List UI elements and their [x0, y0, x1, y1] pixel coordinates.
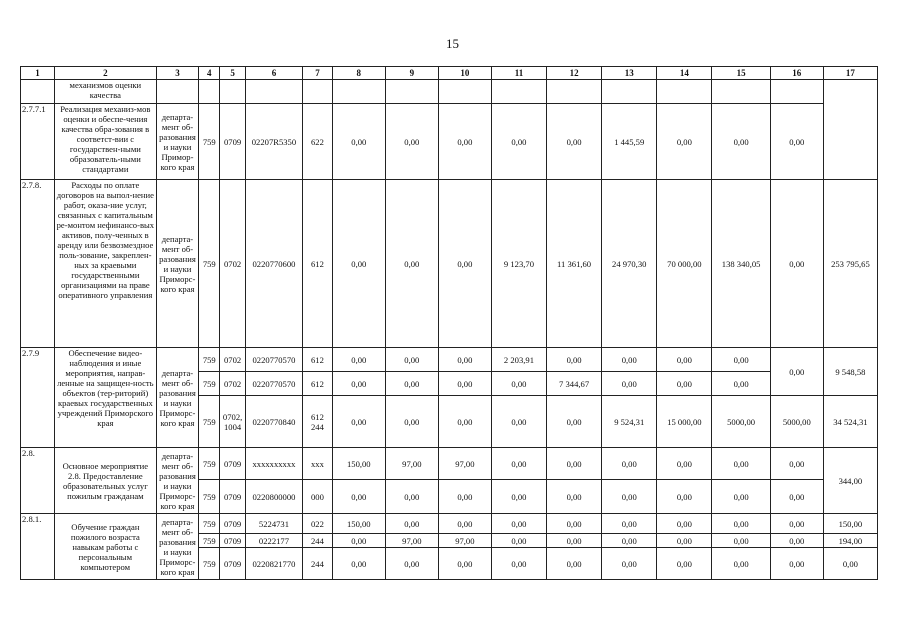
- table-cell: [712, 80, 770, 104]
- table-cell: 0,00: [438, 104, 491, 180]
- table-cell: 622: [303, 104, 333, 180]
- table-cell: 344,00: [823, 448, 877, 514]
- row-code: 2.7.9: [21, 348, 55, 448]
- row-name: Расходы по оплате договоров на выпол-нение работ, оказа-ние услуг, связанных с капитальным ре-монтом нефинансо-вых активов, полу-ченных в аренду или безвозмездное поль-зование, закреплен-ных за краевыми государственными организациями на праве оперативного управления: [54, 180, 156, 348]
- table-cell: 0,00: [770, 534, 823, 548]
- header-cell: 4: [199, 67, 220, 80]
- header-cell: 5: [220, 67, 245, 80]
- table-cell: 0,00: [657, 480, 712, 514]
- table-cell: 0,00: [547, 548, 602, 580]
- table-cell: 612: [303, 180, 333, 348]
- table-row: [21, 104, 878, 180]
- table-cell: 759: [199, 396, 220, 448]
- table-cell: 0,00: [491, 372, 546, 396]
- table-cell: 0222177: [245, 534, 302, 548]
- header-cell: 8: [332, 67, 385, 80]
- table-cell: 0,00: [385, 348, 438, 372]
- table-cell: [602, 80, 657, 104]
- table-cell: 0,00: [602, 514, 657, 534]
- table-cell: 0,00: [712, 548, 770, 580]
- table-cell: 0,00: [438, 348, 491, 372]
- table-cell: 759: [199, 348, 220, 372]
- row-org: департа-мент об-разования и науки Приморс-кого края: [156, 448, 198, 514]
- table-cell: 0,00: [770, 180, 823, 348]
- table-row: [21, 448, 878, 480]
- table-cell: 24 970,30: [602, 180, 657, 348]
- table-cell: 0,00: [547, 514, 602, 534]
- row-code: 2.7.8.: [21, 180, 55, 348]
- table-cell: 9 524,31: [602, 396, 657, 448]
- table-cell: 612: [303, 348, 333, 372]
- table-cell: 0,00: [602, 534, 657, 548]
- table-cell: 0,00: [332, 372, 385, 396]
- table-cell: 0,00: [491, 396, 546, 448]
- table-cell: 0,00: [712, 448, 770, 480]
- table-cell: 97,00: [385, 448, 438, 480]
- row-org: департа-мент об-разования и науки Приморс-кого края: [156, 514, 198, 580]
- table-cell: 0,00: [823, 548, 877, 580]
- table-cell: 0,00: [712, 514, 770, 534]
- header-cell: 12: [547, 67, 602, 80]
- header-cell: 16: [770, 67, 823, 80]
- table-cell: 759: [199, 514, 220, 534]
- table-cell: 0,00: [657, 534, 712, 548]
- table-cell: 138 340,05: [712, 180, 770, 348]
- table-cell: [156, 80, 198, 104]
- table-cell: 0,00: [547, 104, 602, 180]
- table-cell: 0,00: [332, 534, 385, 548]
- table-cell: 0709: [220, 548, 245, 580]
- header-cell: 13: [602, 67, 657, 80]
- table-cell: [332, 80, 385, 104]
- table-cell: 0702: [220, 180, 245, 348]
- table-cell: 0,00: [491, 534, 546, 548]
- table-cell: 0,00: [770, 104, 823, 180]
- page-number: 15: [446, 36, 459, 51]
- header-cell: 1: [21, 67, 55, 80]
- table-cell: 0702: [220, 372, 245, 396]
- table-cell: 759: [199, 480, 220, 514]
- table-cell: 0,00: [547, 348, 602, 372]
- table-cell: 0,00: [602, 372, 657, 396]
- table-cell: xxx: [303, 448, 333, 480]
- table-cell: 0,00: [712, 372, 770, 396]
- table-cell: 0709: [220, 534, 245, 548]
- table-cell: 0,00: [491, 104, 546, 180]
- table-cell: 0,00: [547, 480, 602, 514]
- table-cell: 2 203,91: [491, 348, 546, 372]
- table-cell: 612 244: [303, 396, 333, 448]
- table-cell: 0709: [220, 480, 245, 514]
- row-org: департа-мент об-разования и науки Приморс-кого края: [156, 348, 198, 448]
- table-cell: 0,00: [385, 514, 438, 534]
- row-name: Реализация механиз-мов оценки и обеспе-чения качества обра-зования в соответст-вии с государствен-ными образователь-ными стандартами: [54, 104, 156, 180]
- table-cell: 759: [199, 372, 220, 396]
- row-org: департа-мент об-разования и науки Примор-кого края: [156, 104, 198, 180]
- table-cell: 0709: [220, 514, 245, 534]
- table-cell: 244: [303, 548, 333, 580]
- table-cell: [823, 80, 877, 180]
- table-cell: 11 361,60: [547, 180, 602, 348]
- header-cell: 10: [438, 67, 491, 80]
- table-cell: 0,00: [657, 372, 712, 396]
- table-cell: 0,00: [438, 396, 491, 448]
- table-cell: 0,00: [332, 480, 385, 514]
- table-cell: 244: [303, 534, 333, 548]
- table-cell: 02207R5350: [245, 104, 302, 180]
- table-cell: 0220821770: [245, 548, 302, 580]
- header-cell: 7: [303, 67, 333, 80]
- table-cell: [438, 80, 491, 104]
- table-cell: [303, 80, 333, 104]
- table-cell: [770, 80, 823, 104]
- header-cell: 9: [385, 67, 438, 80]
- table-cell: 0,00: [385, 372, 438, 396]
- table-cell: 5224731: [245, 514, 302, 534]
- table-cell: 0220800000: [245, 480, 302, 514]
- header-row: [21, 67, 878, 80]
- table-cell: 0709: [220, 104, 245, 180]
- table-cell: 1 445,59: [602, 104, 657, 180]
- table-cell: 0702, 1004: [220, 396, 245, 448]
- table-cell: 34 524,31: [823, 396, 877, 448]
- table-cell: 9 548,58: [823, 348, 877, 396]
- table-cell: 759: [199, 180, 220, 348]
- header-cell: 2: [54, 67, 156, 80]
- table-cell: [385, 80, 438, 104]
- table-cell: 0,00: [491, 514, 546, 534]
- table-cell: 0,00: [770, 448, 823, 480]
- header-cell: 3: [156, 67, 198, 80]
- table-cell: 150,00: [332, 448, 385, 480]
- table-cell: 0,00: [438, 548, 491, 580]
- table-cell: 0,00: [438, 180, 491, 348]
- table-cell: 97,00: [438, 534, 491, 548]
- table-cell: 97,00: [438, 448, 491, 480]
- table-cell: 0,00: [385, 480, 438, 514]
- budget-table: [20, 66, 878, 580]
- table-cell: 0,00: [770, 514, 823, 534]
- table-cell: 0,00: [657, 104, 712, 180]
- table-cell: 0,00: [712, 104, 770, 180]
- table-cell: 0,00: [712, 534, 770, 548]
- table-cell: 97,00: [385, 534, 438, 548]
- table-cell: 759: [199, 534, 220, 548]
- table-cell: 0,00: [438, 480, 491, 514]
- table-cell: 0,00: [602, 348, 657, 372]
- table-cell: 150,00: [332, 514, 385, 534]
- table-row: [21, 514, 878, 534]
- table-cell: 759: [199, 448, 220, 480]
- table-row: [21, 348, 878, 372]
- table-cell: 0,00: [770, 348, 823, 396]
- table-cell: [547, 80, 602, 104]
- row-org: департа-мент об-разования и науки Приморс-кого края: [156, 180, 198, 348]
- table-cell: 5000,00: [770, 396, 823, 448]
- table-cell: 0,00: [491, 480, 546, 514]
- row-code: 2.7.7.1: [21, 104, 55, 180]
- table-cell: 70 000,00: [657, 180, 712, 348]
- row-name: Основное мероприятие 2.8. Предоставление образовательных услуг пожилым гражданам: [54, 448, 156, 514]
- table-cell: 0,00: [491, 548, 546, 580]
- row-name: механизмов оценки качества: [54, 80, 156, 104]
- table-cell: [657, 80, 712, 104]
- table-cell: 0,00: [657, 548, 712, 580]
- table-cell: 0,00: [385, 548, 438, 580]
- table-cell: 0,00: [332, 548, 385, 580]
- table-cell: 0,00: [332, 180, 385, 348]
- row-name: Обучение граждан пожилого возраста навыкам работы с персональным компьютером: [54, 514, 156, 580]
- table-cell: 0,00: [657, 348, 712, 372]
- table-cell: [245, 80, 302, 104]
- header-cell: 11: [491, 67, 546, 80]
- table-cell: 759: [199, 548, 220, 580]
- row-code: 2.8.: [21, 448, 55, 514]
- table-cell: 0,00: [385, 180, 438, 348]
- table-cell: [21, 80, 55, 104]
- table-cell: 0,00: [547, 396, 602, 448]
- table-cell: 0,00: [770, 480, 823, 514]
- table-cell: 194,00: [823, 534, 877, 548]
- table-cell: 0,00: [332, 104, 385, 180]
- table-cell: 0220770570: [245, 348, 302, 372]
- table-cell: 0,00: [332, 348, 385, 372]
- table-row: [21, 80, 878, 104]
- table-row: [21, 180, 878, 348]
- table-cell: 0220770570: [245, 372, 302, 396]
- table-cell: 0702: [220, 348, 245, 372]
- table-cell: 0,00: [712, 480, 770, 514]
- table-cell: 000: [303, 480, 333, 514]
- table-cell: 612: [303, 372, 333, 396]
- table-cell: 0,00: [712, 348, 770, 372]
- table-cell: 15 000,00: [657, 396, 712, 448]
- table-cell: 0,00: [438, 372, 491, 396]
- table-cell: 0,00: [770, 548, 823, 580]
- header-cell: 15: [712, 67, 770, 80]
- row-name: Обеспечение видео-наблюдения и иные мероприятия, направ-ленные на защищен-ность объектов (тер-риторий) краевых государственных учреждений Приморского края: [54, 348, 156, 448]
- table-cell: 022: [303, 514, 333, 534]
- table-cell: 0,00: [491, 448, 546, 480]
- table-cell: 0,00: [602, 548, 657, 580]
- table-cell: 0,00: [657, 514, 712, 534]
- table-cell: 0220770600: [245, 180, 302, 348]
- header-cell: 17: [823, 67, 877, 80]
- table-cell: 0,00: [385, 104, 438, 180]
- table-cell: 0709: [220, 448, 245, 480]
- table-cell: 0,00: [547, 534, 602, 548]
- header-cell: 14: [657, 67, 712, 80]
- table-cell: [491, 80, 546, 104]
- table-cell: [199, 80, 220, 104]
- table-cell: xxxxxxxxxx: [245, 448, 302, 480]
- table-cell: 0,00: [657, 448, 712, 480]
- table-cell: 253 795,65: [823, 180, 877, 348]
- table-cell: 9 123,70: [491, 180, 546, 348]
- table-cell: 7 344,67: [547, 372, 602, 396]
- table-cell: 150,00: [823, 514, 877, 534]
- table-cell: 0,00: [438, 514, 491, 534]
- table-cell: 5000,00: [712, 396, 770, 448]
- table-cell: 0,00: [332, 396, 385, 448]
- table-cell: 0,00: [602, 448, 657, 480]
- table-cell: 759: [199, 104, 220, 180]
- row-code: 2.8.1.: [21, 514, 55, 580]
- table-cell: [220, 80, 245, 104]
- table-cell: 0,00: [602, 480, 657, 514]
- table-cell: 0,00: [547, 448, 602, 480]
- header-cell: 6: [245, 67, 302, 80]
- table-cell: 0,00: [385, 396, 438, 448]
- table-cell: 0220770840: [245, 396, 302, 448]
